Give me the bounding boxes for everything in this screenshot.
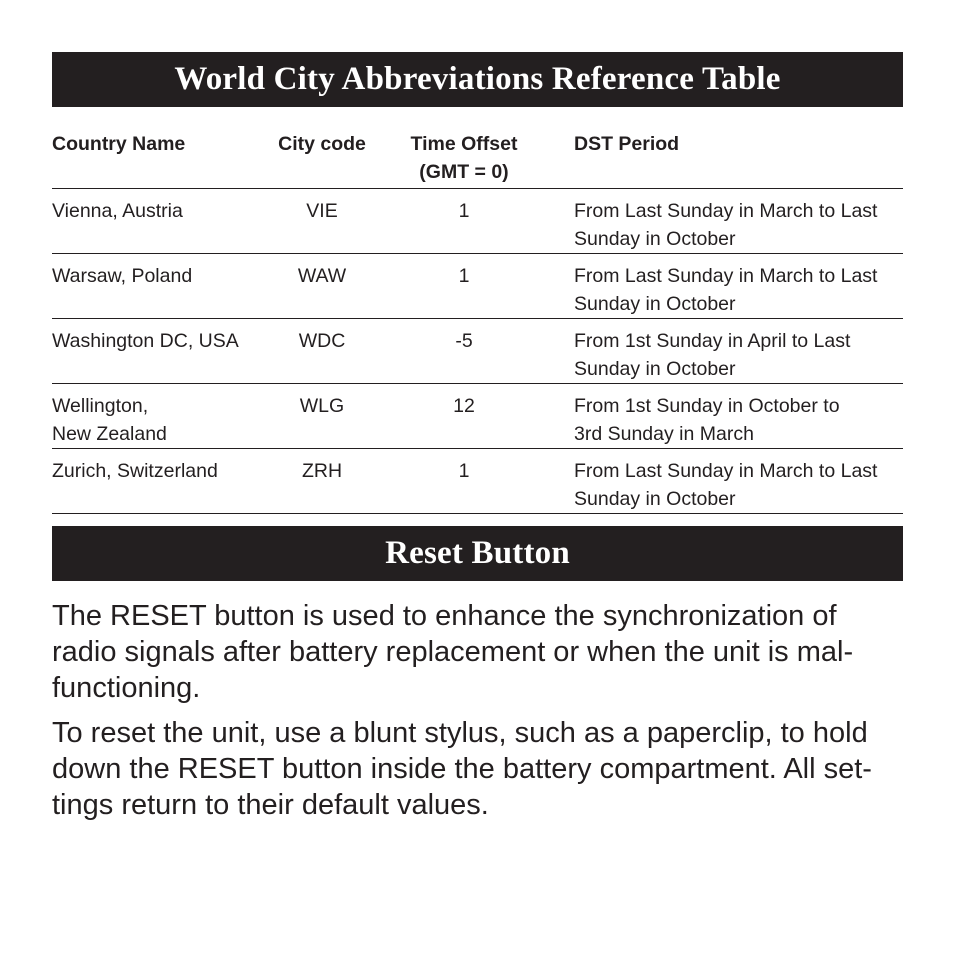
paragraph-line: To reset the unit, use a blunt stylus, such as a paperclip, to hold xyxy=(52,717,868,749)
reset-section-body xyxy=(52,598,903,832)
header-time-offset-line: Time Offset xyxy=(410,133,518,155)
header-dst-period: DST Period xyxy=(574,133,680,155)
body-paragraph xyxy=(52,598,903,706)
header-city-code: City code xyxy=(278,133,366,155)
cell-dst-period-line: From Last Sunday in March to Last xyxy=(574,200,878,222)
cell-dst-period xyxy=(574,327,909,383)
paragraph-line: The RESET button is used to enhance the synchronization of xyxy=(52,600,837,632)
cell-dst-period-line: Sunday in October xyxy=(574,228,736,250)
cell-city-code: VIE xyxy=(306,200,338,222)
paragraph-line: tings return to their default values. xyxy=(52,789,489,821)
cell-city-code: WLG xyxy=(299,395,345,417)
cell-country-name-line: Wellington, xyxy=(52,395,149,417)
cell-dst-period-line: Sunday in October xyxy=(574,358,736,380)
city-abbreviations-table xyxy=(52,124,903,514)
paragraph-line: radio signals after battery replacement or when the unit is mal- xyxy=(52,636,854,668)
reset-section-banner xyxy=(52,526,903,581)
cell-city-code: WDC xyxy=(298,330,346,352)
cell-dst-period-line: From Last Sunday in March to Last xyxy=(574,265,878,287)
cell-country-name xyxy=(52,197,267,225)
header-country-name: Country Name xyxy=(52,133,186,155)
body-paragraph xyxy=(52,715,903,823)
table-row xyxy=(52,384,903,449)
cell-dst-period xyxy=(574,197,909,253)
cell-dst-period-line: From Last Sunday in March to Last xyxy=(574,460,878,482)
cell-dst-period xyxy=(574,392,909,448)
cell-dst-period-line: Sunday in October xyxy=(574,488,736,510)
cell-dst-period xyxy=(574,262,909,318)
cell-country-name-line: Zurich, Switzerland xyxy=(52,460,218,482)
cell-dst-period-line: 3rd Sunday in March xyxy=(574,423,754,445)
cell-time-offset: 1 xyxy=(458,265,470,287)
cell-time-offset: 1 xyxy=(458,460,470,482)
reset-section-title: Reset Button xyxy=(385,535,570,571)
cell-country-name-line: Warsaw, Poland xyxy=(52,265,193,287)
cell-dst-period-line: From 1st Sunday in April to Last xyxy=(574,330,851,352)
cell-dst-period-line: Sunday in October xyxy=(574,293,736,315)
table-section-banner xyxy=(52,52,903,107)
paragraph-line: down the RESET button inside the battery compartment. All set- xyxy=(52,753,872,785)
cell-dst-period xyxy=(574,457,909,513)
cell-city-code: WAW xyxy=(297,265,347,287)
cell-time-offset: 12 xyxy=(453,395,475,417)
cell-city-code: ZRH xyxy=(301,460,343,482)
cell-time-offset: -5 xyxy=(455,330,473,352)
table-section-title: World City Abbreviations Reference Table xyxy=(174,61,781,97)
cell-country-name xyxy=(52,392,267,448)
header-time-offset-line: (GMT = 0) xyxy=(419,161,509,183)
cell-country-name xyxy=(52,327,267,355)
cell-country-name xyxy=(52,457,267,485)
cell-dst-period-line: From 1st Sunday in October to xyxy=(574,395,840,417)
header-time-offset xyxy=(390,130,538,186)
cell-country-name xyxy=(52,262,267,290)
cell-country-name-line: Vienna, Austria xyxy=(52,200,183,222)
paragraph-line: functioning. xyxy=(52,672,201,704)
table-row xyxy=(52,319,903,384)
table-body xyxy=(52,189,903,514)
cell-country-name-line: Washington DC, USA xyxy=(52,330,239,352)
table-header-row xyxy=(52,124,903,189)
cell-country-name-line: New Zealand xyxy=(52,423,167,445)
table-row xyxy=(52,189,903,254)
table-row xyxy=(52,254,903,319)
table-row xyxy=(52,449,903,514)
cell-time-offset: 1 xyxy=(458,200,470,222)
